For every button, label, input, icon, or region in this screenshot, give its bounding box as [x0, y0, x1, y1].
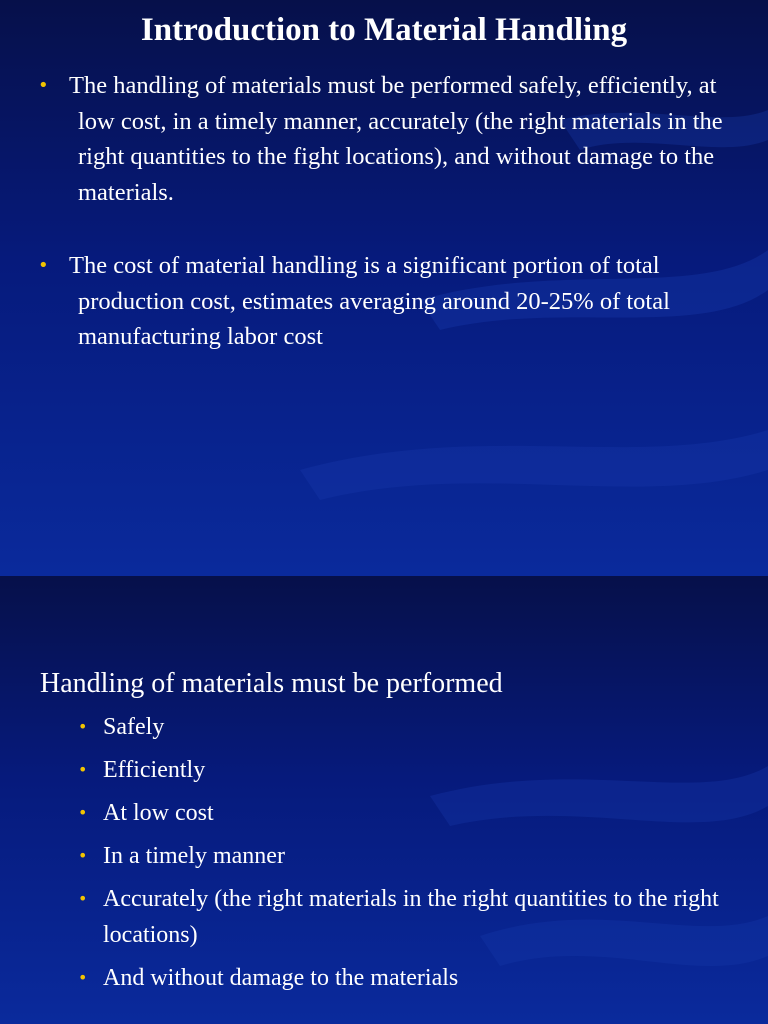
slide-heading: Handling of materials must be performed [40, 668, 503, 699]
bullet-icon: • [38, 75, 49, 96]
bullet-text: The handling of materials must be performed safely, efficiently, at low cost, in a timely manner, accurately (the right materials in the right quantities to the fight locations), and without damage to the materials. [69, 72, 723, 206]
bullet-text: The cost of material handling is a significant portion of total production cost, estimates averaging around 20-25% of total manufacturing labor cost [69, 252, 670, 350]
list-item [78, 709, 748, 745]
bullet-icon: • [78, 803, 88, 822]
list-item [38, 68, 750, 210]
bullet-list [78, 709, 748, 1003]
bullet-text: At low cost [103, 800, 214, 826]
bullet-icon: • [78, 760, 88, 779]
list-item [38, 248, 750, 355]
list-item [78, 838, 748, 874]
slide-2 [0, 576, 768, 1024]
list-item [78, 960, 748, 996]
bullet-icon: • [78, 846, 88, 865]
slide-title: Introduction to Material Handling [140, 12, 628, 48]
bullet-list [38, 68, 750, 355]
list-item [78, 881, 748, 953]
bullet-text: And without damage to the materials [103, 965, 459, 991]
bullet-text: In a timely manner [103, 843, 285, 869]
bullet-icon: • [78, 968, 88, 987]
bullet-icon: • [78, 889, 88, 908]
bullet-icon: • [78, 717, 88, 736]
bullet-text: Accurately (the right materials in the right quantities to the right locations) [103, 886, 719, 948]
list-item [78, 795, 748, 831]
bullet-text: Efficiently [103, 757, 206, 783]
bullet-text: Safely [103, 714, 165, 740]
bullet-icon: • [38, 255, 49, 276]
list-item [78, 752, 748, 788]
